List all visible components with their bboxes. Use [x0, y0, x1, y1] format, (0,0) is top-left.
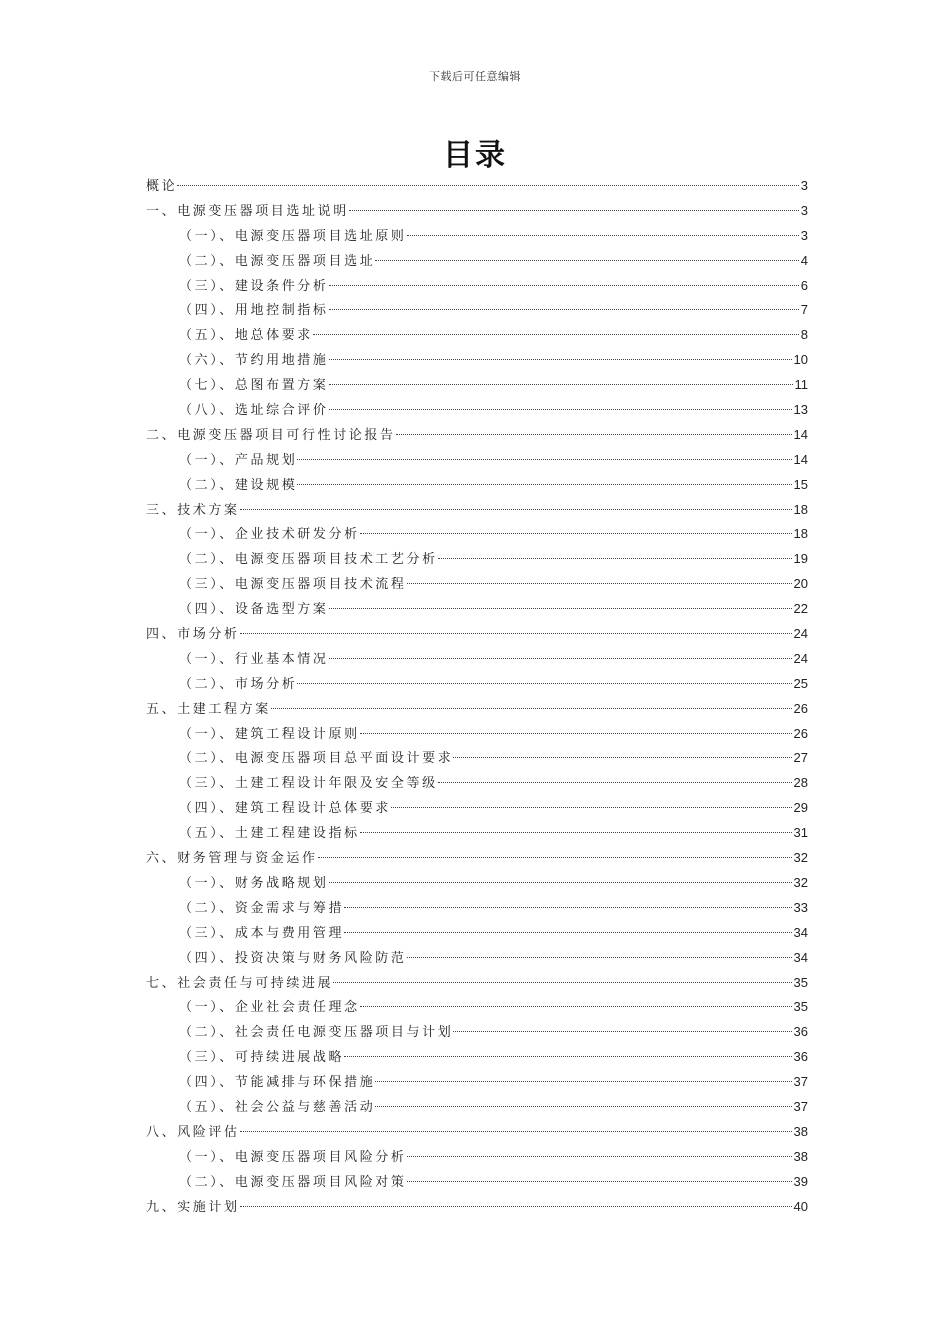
toc-dot-leader: [329, 608, 792, 609]
toc-entry-page-number: 4: [800, 252, 808, 268]
toc-entry-page-number: 24: [793, 650, 808, 666]
toc-entry[interactable]: [146, 174, 808, 199]
toc-entry-label: （三）、建设条件分析: [179, 278, 329, 294]
toc-entry[interactable]: [146, 1170, 808, 1195]
toc-entry-label: （一）、行业基本情况: [179, 651, 329, 667]
toc-dot-leader: [177, 185, 799, 186]
toc-dot-leader: [407, 235, 799, 236]
toc-entry-label: （一）、电源变压器项目风险分析: [179, 1149, 407, 1165]
toc-entry[interactable]: [146, 672, 808, 697]
toc-entry-page-number: 38: [793, 1123, 808, 1139]
toc-dot-leader: [329, 658, 792, 659]
toc-entry[interactable]: [146, 224, 808, 249]
toc-entry-page-number: 32: [793, 850, 808, 866]
toc-dot-leader: [375, 1106, 791, 1107]
toc-dot-leader: [344, 907, 791, 908]
toc-dot-leader: [329, 359, 792, 360]
toc-entry[interactable]: [146, 249, 808, 274]
toc-entry-label: （八）、选址综合评价: [179, 403, 329, 419]
toc-entry-page-number: 36: [793, 1024, 808, 1040]
toc-entry-label: 九、实施计划: [146, 1199, 240, 1215]
toc-entry-label: （一）、产品规划: [179, 452, 298, 468]
toc-entry-label: （五）、地总体要求: [179, 328, 313, 344]
toc-entry-page-number: 36: [793, 1049, 808, 1065]
toc-entry-label: （三）、土建工程设计年限及安全等级: [179, 776, 438, 792]
toc-entry[interactable]: [146, 373, 808, 398]
toc-dot-leader: [271, 708, 792, 709]
toc-dot-leader: [329, 384, 793, 385]
toc-dot-leader: [344, 932, 791, 933]
toc-dot-leader: [375, 260, 798, 261]
toc-entry[interactable]: [146, 522, 808, 547]
toc-entry-label: 七、社会责任与可持续进展: [146, 975, 334, 991]
toc-entry-label: 概论: [146, 179, 178, 194]
toc-dot-leader: [407, 1181, 792, 1182]
toc-entry-label: （三）、电源变压器项目技术流程: [179, 577, 407, 593]
toc-dot-leader: [240, 509, 792, 510]
toc-dot-leader: [360, 533, 792, 534]
toc-entry[interactable]: [146, 423, 808, 448]
toc-entry-page-number: 3: [800, 202, 808, 218]
header-note: 下载后可任意编辑: [429, 70, 521, 83]
toc-entry-page-number: 31: [793, 825, 808, 841]
toc-entry-label: （四）、投资决策与财务风险防范: [179, 950, 407, 966]
toc-dot-leader: [407, 957, 792, 958]
toc-entry-label: （三）、可持续进展战略: [179, 1050, 345, 1066]
toc-entry[interactable]: [146, 1095, 808, 1120]
toc-entry-page-number: 15: [793, 476, 808, 492]
toc-entry-page-number: 13: [793, 402, 808, 418]
toc-entry-page-number: 10: [793, 352, 808, 368]
toc-entry-label: （二）、建设规模: [179, 477, 298, 493]
toc-dot-leader: [329, 409, 792, 410]
toc-dot-leader: [240, 633, 792, 634]
toc-dot-leader: [438, 782, 792, 783]
toc-entry-label: （二）、社会责任电源变压器项目与计划: [179, 1025, 454, 1041]
toc-dot-leader: [407, 1156, 792, 1157]
toc-dot-leader: [329, 882, 792, 883]
toc-entry[interactable]: [146, 1070, 808, 1095]
toc-entry[interactable]: [146, 1120, 808, 1145]
page-title: 目录: [443, 138, 507, 173]
toc-entry-label: （五）、土建工程建设指标: [179, 826, 360, 842]
toc-entry[interactable]: [146, 796, 808, 821]
toc-entry-label: （二）、资金需求与筹措: [179, 900, 345, 916]
toc-entry-page-number: 22: [793, 601, 808, 617]
toc-entry[interactable]: [146, 572, 808, 597]
toc-entry-page-number: 8: [800, 327, 808, 343]
toc-entry[interactable]: [146, 896, 808, 921]
toc-entry-page-number: 33: [793, 899, 808, 915]
toc-entry-page-number: 38: [793, 1148, 808, 1164]
toc-entry-label: （七）、总图布置方案: [179, 378, 329, 394]
toc-entry[interactable]: [146, 298, 808, 323]
toc-entry-page-number: 25: [793, 675, 808, 691]
toc-dot-leader: [360, 832, 792, 833]
toc-entry-label: （一）、企业技术研发分析: [179, 527, 360, 543]
toc-entry-label: （二）、电源变压器项目选址: [179, 253, 376, 269]
toc-entry-page-number: 14: [793, 451, 808, 467]
toc-entry-label: 一、电源变压器项目选址说明: [146, 203, 349, 219]
toc-dot-leader: [438, 558, 792, 559]
toc-dot-leader: [333, 982, 791, 983]
toc-entry[interactable]: [146, 821, 808, 846]
toc-dot-leader: [453, 1031, 791, 1032]
toc-entry-label: 五、土建工程方案: [146, 701, 271, 717]
toc-entry[interactable]: [146, 622, 808, 647]
toc-dot-leader: [297, 459, 791, 460]
toc-entry-page-number: 28: [793, 775, 808, 791]
toc-entry-page-number: 35: [793, 999, 808, 1015]
toc-entry-page-number: 27: [793, 750, 808, 766]
toc-entry-page-number: 24: [793, 626, 808, 642]
toc-dot-leader: [375, 1081, 791, 1082]
toc-entry-label: （一）、企业社会责任理念: [179, 1000, 360, 1016]
toc-entry-label: （四）、建筑工程设计总体要求: [179, 801, 391, 817]
toc-entry[interactable]: [146, 971, 808, 996]
toc-dot-leader: [318, 857, 792, 858]
toc-dot-leader: [297, 683, 791, 684]
toc-entry-page-number: 19: [793, 551, 808, 567]
toc-entry[interactable]: [146, 722, 808, 747]
toc-dot-leader: [297, 484, 791, 485]
toc-entry-label: 四、市场分析: [146, 627, 240, 643]
toc-entry-page-number: 26: [793, 725, 808, 741]
toc-entry-label: （二）、市场分析: [179, 676, 298, 692]
toc-entry-page-number: 29: [793, 800, 808, 816]
toc-entry[interactable]: [146, 323, 808, 348]
toc-entry[interactable]: [146, 871, 808, 896]
toc-entry-page-number: 7: [800, 302, 808, 318]
toc-entry[interactable]: [146, 274, 808, 299]
toc-dot-leader: [391, 807, 792, 808]
toc-entry[interactable]: [146, 1045, 808, 1070]
toc-entry-page-number: 18: [793, 526, 808, 542]
toc-entry-label: （四）、设备选型方案: [179, 602, 329, 618]
toc-entry-label: 三、技术方案: [146, 502, 240, 518]
toc-entry-page-number: 3: [800, 227, 808, 243]
toc-dot-leader: [453, 757, 791, 758]
toc-entry[interactable]: [146, 398, 808, 423]
toc-entry-label: （六）、节约用地措施: [179, 353, 329, 369]
toc-entry-page-number: 40: [793, 1198, 808, 1214]
toc-entry[interactable]: [146, 995, 808, 1020]
toc-dot-leader: [360, 1006, 792, 1007]
toc-entry[interactable]: [146, 473, 808, 498]
toc-entry[interactable]: [146, 448, 808, 473]
toc-entry-label: 六、财务管理与资金运作: [146, 851, 318, 867]
toc-entry-page-number: 26: [793, 700, 808, 716]
toc-entry-page-number: 20: [793, 576, 808, 592]
toc-entry[interactable]: [146, 199, 808, 224]
toc-entry[interactable]: [146, 697, 808, 722]
toc-dot-leader: [329, 309, 799, 310]
toc-entry[interactable]: [146, 746, 808, 771]
toc-dot-leader: [240, 1206, 792, 1207]
toc-entry-label: （一）、电源变压器项目选址原则: [179, 228, 407, 244]
toc-entry-label: （二）、电源变压器项目总平面设计要求: [179, 751, 454, 767]
toc-entry-label: 二、电源变压器项目可行性讨论报告: [146, 427, 396, 443]
toc-entry-page-number: 37: [793, 1098, 808, 1114]
toc-entry-page-number: 37: [793, 1074, 808, 1090]
toc-entry-label: （四）、用地控制指标: [179, 303, 329, 319]
toc-entry-label: （三）、成本与费用管理: [179, 925, 345, 941]
toc-dot-leader: [313, 334, 799, 335]
toc-entry[interactable]: [146, 647, 808, 672]
toc-entry-page-number: 18: [793, 501, 808, 517]
toc-entry-page-number: 32: [793, 874, 808, 890]
toc-entry-page-number: 14: [793, 426, 808, 442]
toc-entry[interactable]: [146, 547, 808, 572]
toc-entry[interactable]: [146, 921, 808, 946]
toc-dot-leader: [240, 1131, 792, 1132]
toc-entry[interactable]: [146, 348, 808, 373]
toc-entry-page-number: 34: [793, 924, 808, 940]
toc-entry[interactable]: [146, 1145, 808, 1170]
toc-entry-page-number: 34: [793, 949, 808, 965]
toc-entry[interactable]: [146, 846, 808, 871]
toc-entry-page-number: 11: [794, 377, 808, 393]
toc-dot-leader: [344, 1056, 791, 1057]
toc-entry-label: （二）、电源变压器项目风险对策: [179, 1174, 407, 1190]
toc-dot-leader: [360, 733, 792, 734]
toc-entry-page-number: 35: [793, 974, 808, 990]
toc-entry-label: 八、风险评估: [146, 1124, 240, 1140]
toc-entry[interactable]: [146, 1020, 808, 1045]
toc-entry[interactable]: [146, 1195, 808, 1220]
toc-dot-leader: [396, 434, 792, 435]
toc-entry-page-number: 3: [800, 178, 808, 193]
table-of-contents: [146, 174, 808, 1219]
toc-dot-leader: [329, 285, 799, 286]
toc-entry-page-number: 6: [800, 277, 808, 293]
toc-entry-label: （四）、节能减排与环保措施: [179, 1075, 376, 1091]
toc-entry[interactable]: [146, 597, 808, 622]
toc-entry-label: （五）、社会公益与慈善活动: [179, 1099, 376, 1115]
toc-entry[interactable]: [146, 771, 808, 796]
toc-entry-label: （一）、建筑工程设计原则: [179, 726, 360, 742]
toc-entry-page-number: 39: [793, 1173, 808, 1189]
toc-entry-label: （二）、电源变压器项目技术工艺分析: [179, 552, 438, 568]
toc-dot-leader: [407, 583, 792, 584]
toc-dot-leader: [349, 210, 799, 211]
toc-entry[interactable]: [146, 946, 808, 971]
toc-entry-label: （一）、财务战略规划: [179, 875, 329, 891]
toc-entry[interactable]: [146, 498, 808, 523]
